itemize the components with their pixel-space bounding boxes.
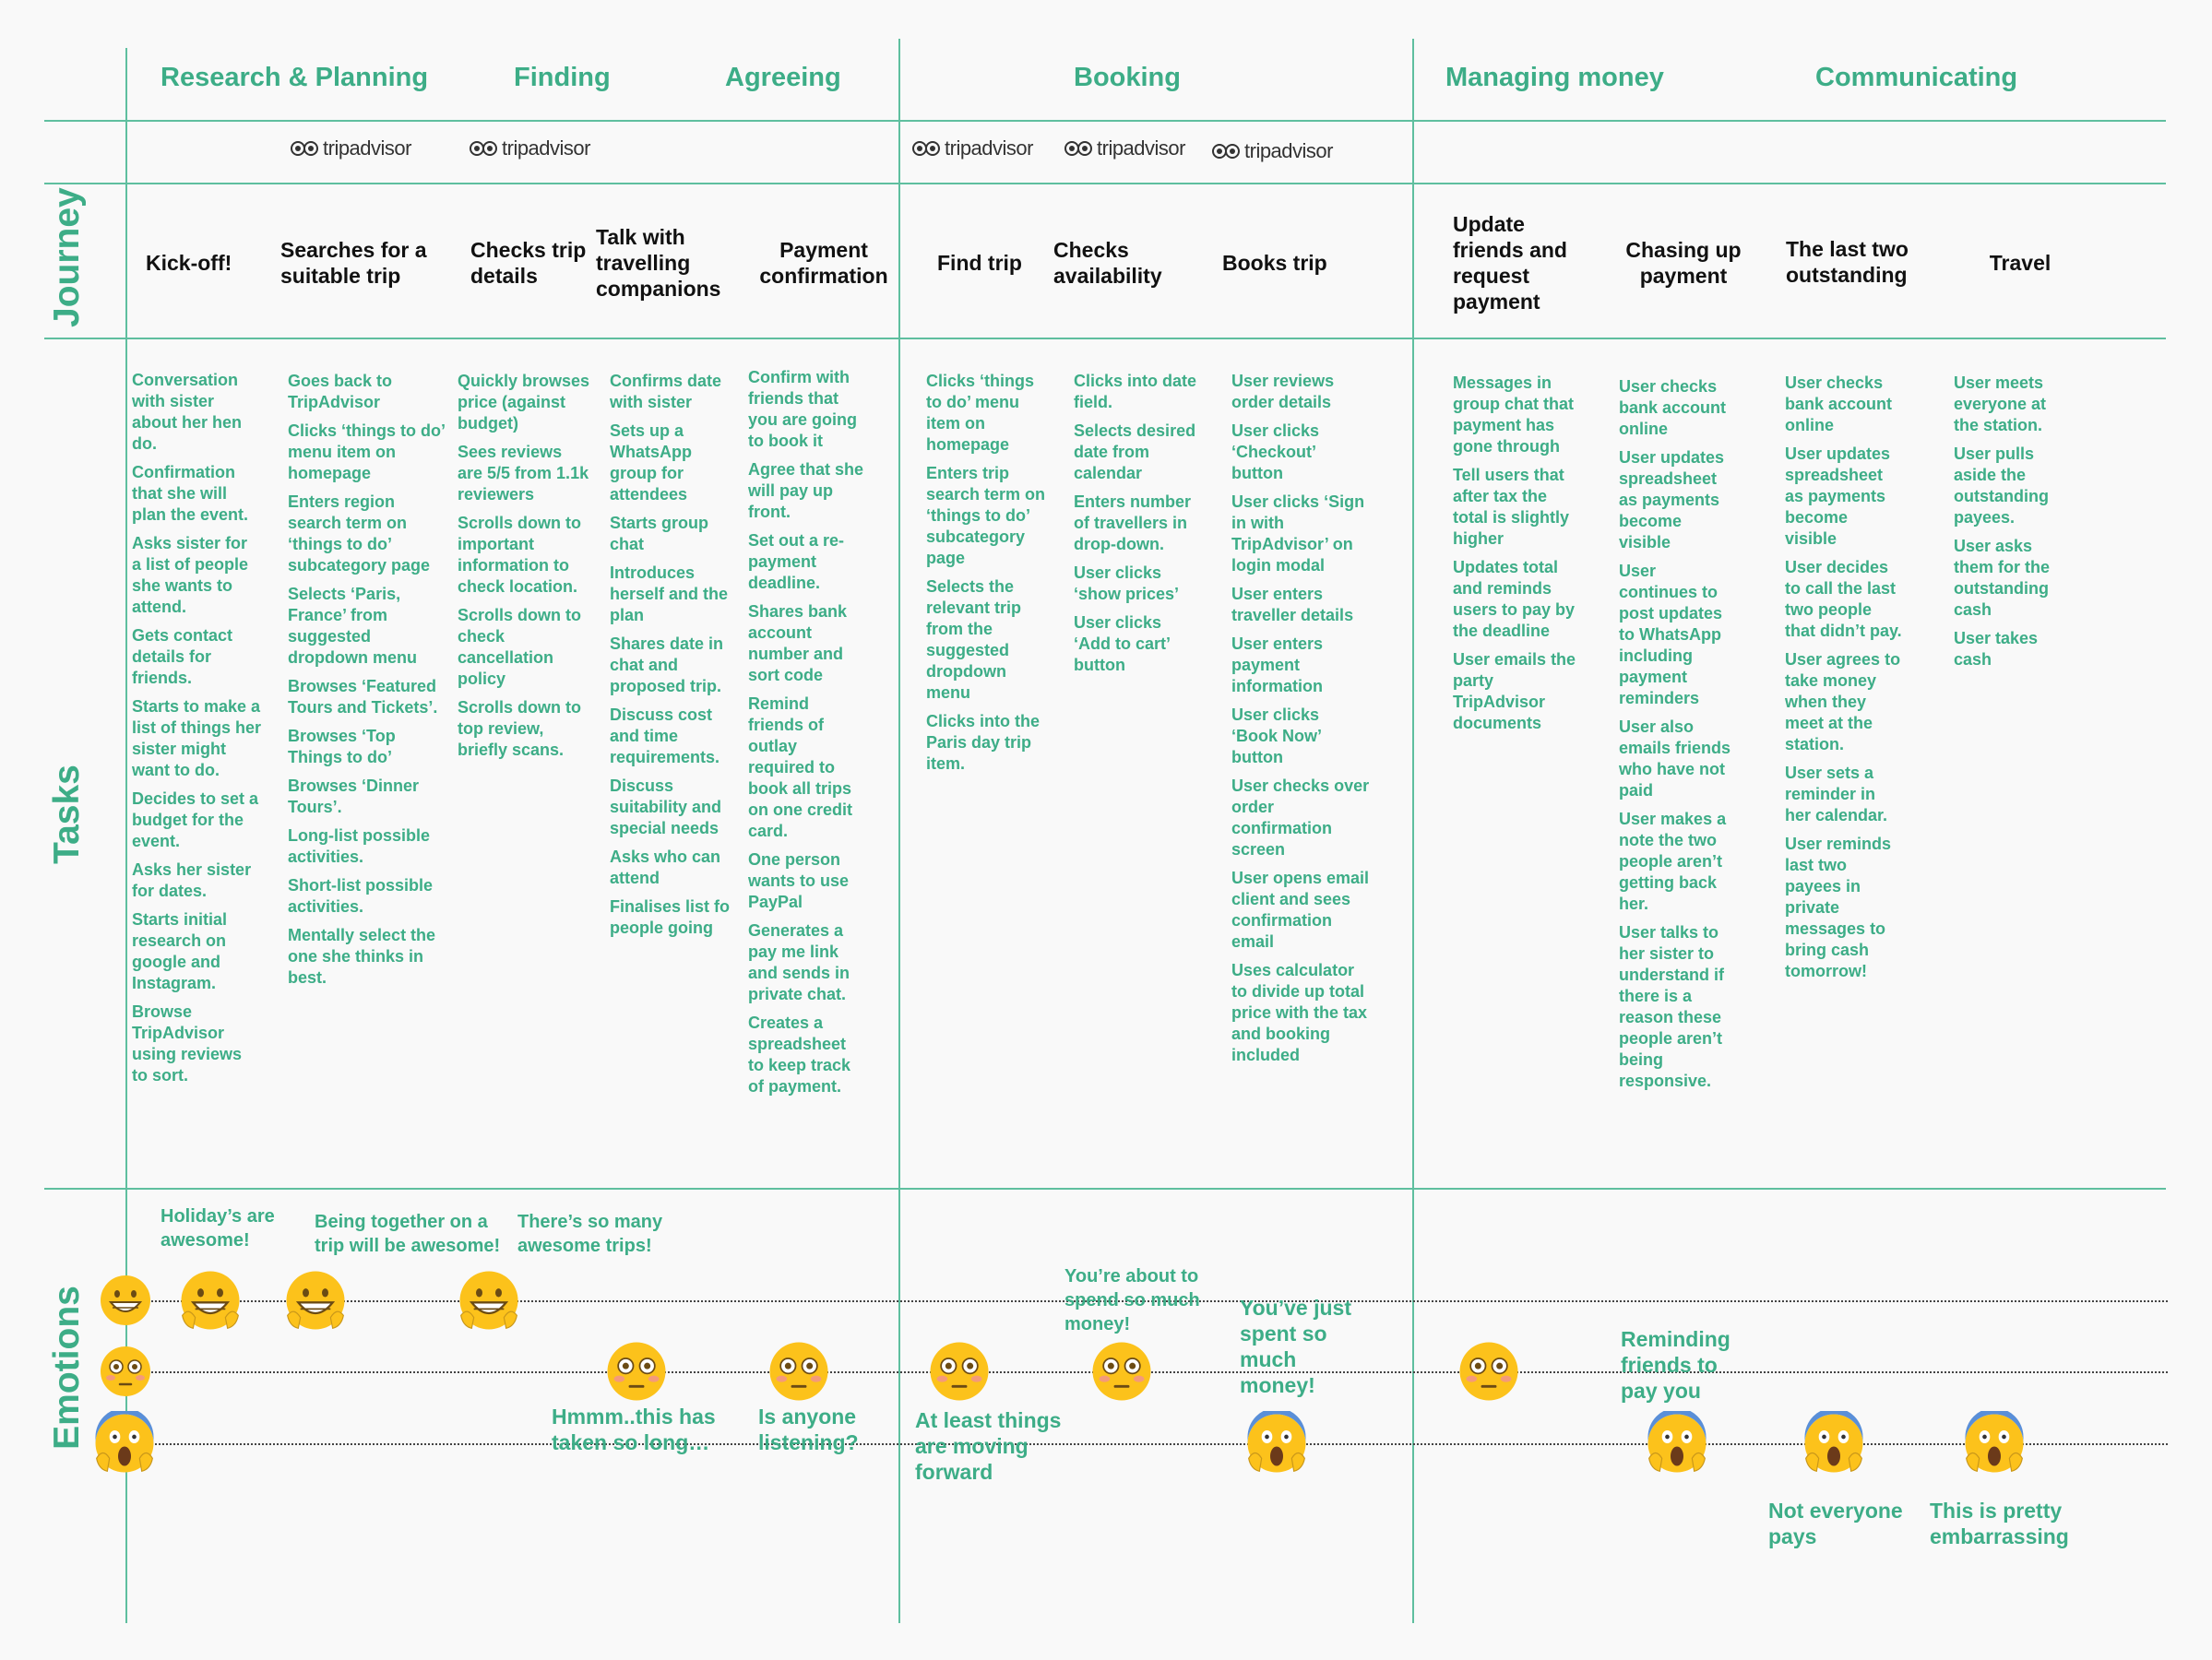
task-item: User asks them for the outstanding cash <box>1954 537 2051 619</box>
task-column-checks-availability <box>1074 371 1203 683</box>
flushed-face-icon <box>1089 1339 1154 1404</box>
phase-agreeing: Agreeing <box>725 63 841 92</box>
emotion-quote: Hmmm..this has taken so long… <box>552 1405 716 1454</box>
task-item: User agrees to take money when they meet at the station. <box>1785 650 1901 753</box>
phase-research-planning: Research & Planning <box>161 63 429 92</box>
horizontal-divider-journey <box>44 338 2166 339</box>
task-item: User emails the party TripAdvisor documents <box>1453 650 1576 732</box>
task-item: Selects the relevant trip from the suggested dropdown menu <box>926 577 1022 702</box>
task-item: Introduces herself and the plan <box>610 563 729 624</box>
journey-step: Talk with travelling companions <box>596 225 721 301</box>
task-item: Updates total and reminds users to pay by the deadline <box>1453 558 1576 640</box>
task-item: User checks over order confirmation screen <box>1231 777 1370 859</box>
task-column-find-trip <box>926 371 1050 782</box>
task-item: Browses ‘Dinner Tours’. <box>288 777 420 816</box>
task-item: Starts initial research on google and Instagram. <box>132 910 228 992</box>
task-item: One person wants to use PayPal <box>748 850 850 911</box>
task-column-chasing-payment <box>1619 376 1737 1099</box>
tripadvisor-logo <box>469 135 590 162</box>
task-item: Shares date in chat and proposed trip. <box>610 634 724 695</box>
task-item: Clicks ‘things to do’ menu item on homepage <box>926 372 1035 454</box>
phase-managing-money: Managing money <box>1445 63 1664 92</box>
journey-step: Kick-off! <box>146 251 232 275</box>
task-item: Gets contact details for friends. <box>132 626 233 687</box>
task-item: User decides to call the last two people that didn’t pay. <box>1785 558 1902 640</box>
task-item: Clicks ‘things to do’ menu item on homepage <box>288 421 446 482</box>
task-item: Short-list possible activities. <box>288 876 434 916</box>
task-item: Scrolls down to top review, briefly scans. <box>458 698 582 759</box>
task-item: Asks her sister for dates. <box>132 860 252 900</box>
task-item: User also emails friends who have not paid <box>1619 717 1731 800</box>
task-item: User continues to post updates to WhatsApp including payment reminders <box>1619 562 1723 707</box>
owl-eyes-icon <box>1211 143 1241 160</box>
flushed-face-icon <box>927 1339 992 1404</box>
flushed-face-icon <box>98 1344 153 1399</box>
task-item: Remind friends of outlay required to book all trips on one credit card. <box>748 694 853 840</box>
task-item: User checks bank account online <box>1619 377 1727 438</box>
journey-step: Travel <box>1989 251 2051 275</box>
task-column-update-friends <box>1453 373 1576 741</box>
horizontal-divider-tasks <box>44 1188 2166 1190</box>
row-label-journey: Journey <box>47 187 87 327</box>
task-item: Enters region search term on ‘things to do’ subcategory page <box>288 492 431 575</box>
journey-step: Books trip <box>1222 251 1327 275</box>
screaming-face-icon <box>1802 1411 1866 1476</box>
emotion-quote: There’s so many awesome trips! <box>517 1212 663 1256</box>
emotion-quote: You’re about to spend so much money! <box>1064 1266 1200 1334</box>
task-item: Clicks into date field. <box>1074 372 1197 411</box>
journey-step: Checks availability <box>1053 238 1162 288</box>
task-item: User checks bank account online <box>1785 374 1893 434</box>
task-column-checks-details <box>458 371 590 768</box>
task-column-travel <box>1954 373 2068 678</box>
emotion-quote: Reminding friends to pay you <box>1621 1327 1730 1403</box>
task-column-last-two <box>1785 373 1903 990</box>
task-item: Finalises list fo people going <box>610 897 731 937</box>
task-item: Enters trip search term on ‘things to do’ subcategory page <box>926 464 1046 567</box>
phase-communicating: Communicating <box>1815 63 2018 92</box>
task-item: Discuss suitability and special needs <box>610 777 722 837</box>
task-item: Confirms date with sister <box>610 372 722 411</box>
task-item: User opens email client and sees confirmation email <box>1231 869 1370 951</box>
logo-text: tripadvisor <box>502 136 590 160</box>
journey-step: Checks trip details <box>470 238 587 288</box>
task-item: Scrolls down to important information to check location. <box>458 514 582 596</box>
task-item: Confirm with friends that you are going to book it <box>748 368 858 450</box>
task-item: User clicks ‘Sign in with TripAdvisor’ on login modal <box>1231 492 1365 575</box>
task-item: User meets everyone at the station. <box>1954 374 2047 434</box>
task-item: Selects desired date from calendar <box>1074 421 1196 482</box>
task-column-searches <box>288 371 448 996</box>
emotion-quote: You’ve just spent so much money! <box>1240 1296 1351 1397</box>
task-item: User reviews order details <box>1231 372 1335 411</box>
row-label-emotions: Emotions <box>47 1286 87 1450</box>
task-item: User enters traveller details <box>1231 585 1354 624</box>
task-item: Creates a spreadsheet to keep track of payment. <box>748 1014 851 1096</box>
tripadvisor-logo <box>911 135 1033 162</box>
task-item: Asks sister for a list of people she wants to attend. <box>132 534 249 616</box>
task-item: Sees reviews are 5/5 from 1.1k reviewers <box>458 443 589 504</box>
task-column-books-trip <box>1231 371 1370 1073</box>
emotion-quote: Not everyone pays <box>1768 1499 1903 1548</box>
owl-eyes-icon <box>911 140 941 157</box>
task-item: Shares bank account number and sort code <box>748 602 848 684</box>
journey-step: Payment confirmation <box>759 238 888 288</box>
task-item: Quickly browses price (against budget) <box>458 372 590 433</box>
task-item: Browses ‘Featured Tours and Tickets’. <box>288 677 438 717</box>
screaming-face-icon <box>1244 1411 1309 1476</box>
emotion-quote: Being together on a trip will be awesome! <box>315 1212 501 1256</box>
journey-step: Update friends and request payment <box>1453 212 1567 314</box>
journey-step: Searches for a suitable trip <box>280 238 427 288</box>
flushed-face-icon <box>604 1339 669 1404</box>
flushed-face-icon <box>1457 1339 1521 1404</box>
logo-text: tripadvisor <box>1097 136 1185 160</box>
task-item: Clicks into the Paris day trip item. <box>926 712 1041 773</box>
grinning-face-icon <box>98 1273 153 1328</box>
task-item: Conversation with sister about her hen do. <box>132 371 243 453</box>
task-item: Scrolls down to check cancellation policy <box>458 606 582 688</box>
task-item: Starts to make a list of things her sister might want to do. <box>132 697 262 779</box>
horizontal-divider-logos <box>44 183 2166 184</box>
task-item: User clicks ‘Book Now’ button <box>1231 706 1322 766</box>
tripadvisor-logo <box>1211 137 1333 165</box>
task-item: Browses ‘Top Things to do’ <box>288 727 396 766</box>
task-item: User talks to her sister to understand if there is a reason these people aren’t being responsive. <box>1619 923 1725 1090</box>
journey-step: The last two outstanding <box>1786 237 1909 287</box>
screaming-face-icon <box>92 1411 157 1476</box>
task-item: Starts group chat <box>610 514 709 553</box>
task-item: Selects ‘Paris, France’ from suggested dropdown menu <box>288 585 417 667</box>
task-item: Long-list possible activities. <box>288 826 431 866</box>
screaming-face-icon <box>1645 1411 1709 1476</box>
phase-finding: Finding <box>514 63 611 92</box>
emotion-quote: Holiday’s are awesome! <box>161 1206 275 1251</box>
task-item: User pulls aside the outstanding payees. <box>1954 445 2049 527</box>
grinning-face-icon <box>457 1268 521 1333</box>
vertical-divider-finding-booking <box>898 39 900 1623</box>
task-item: User clicks ‘Checkout’ button <box>1231 421 1320 482</box>
vertical-divider-booking-money <box>1412 39 1414 1623</box>
task-item: User clicks ‘show prices’ <box>1074 563 1180 603</box>
task-item: Decides to set a budget for the event. <box>132 789 259 850</box>
owl-eyes-icon <box>469 140 498 157</box>
grinning-face-icon <box>283 1268 348 1333</box>
phase-booking: Booking <box>1074 63 1181 92</box>
logo-text: tripadvisor <box>323 136 411 160</box>
task-item: Browse TripAdvisor using reviews to sort. <box>132 1002 243 1085</box>
task-item: User updates spreadsheet as payments become visible <box>1785 445 1891 548</box>
task-item: Agree that she will pay up front. <box>748 460 864 521</box>
task-item: Mentally select the one she thinks in best. <box>288 926 436 987</box>
task-item: User enters payment information <box>1231 634 1324 695</box>
task-item: Sets up a WhatsApp group for attendees <box>610 421 692 504</box>
grinning-face-icon <box>178 1268 243 1333</box>
logo-text: tripadvisor <box>1244 139 1333 162</box>
task-column-payment-confirmation <box>748 367 866 1105</box>
task-item: User takes cash <box>1954 629 2039 669</box>
screaming-face-icon <box>1962 1411 2027 1476</box>
task-item: User reminds last two payees in private messages to bring cash tomorrow! <box>1785 835 1892 980</box>
task-item: Messages in group chat that payment has gone through <box>1453 374 1574 456</box>
logo-text: tripadvisor <box>945 136 1033 160</box>
task-item: Asks who can attend <box>610 848 721 887</box>
owl-eyes-icon <box>1064 140 1093 157</box>
tripadvisor-logo <box>290 135 411 162</box>
task-item: Goes back to TripAdvisor <box>288 372 393 411</box>
owl-eyes-icon <box>290 140 319 157</box>
task-item: Enters number of travellers in drop-down. <box>1074 492 1192 553</box>
task-item: Tell users that after tax the total is slightly higher <box>1453 466 1570 548</box>
task-item: Generates a pay me link and sends in private chat. <box>748 921 850 1003</box>
task-item: User clicks ‘Add to cart’ button <box>1074 613 1171 674</box>
journey-step: Find trip <box>937 251 1022 275</box>
row-label-tasks: Tasks <box>47 765 87 864</box>
journey-step: Chasing up payment <box>1625 238 1742 288</box>
task-item: Uses calculator to divide up total price with the tax and booking included <box>1231 961 1368 1064</box>
tripadvisor-logo <box>1064 135 1185 162</box>
task-item: Confirmation that she will plan the event. <box>132 463 249 524</box>
task-item: Set out a re-payment deadline. <box>748 531 845 592</box>
task-column-kickoff <box>132 370 261 1094</box>
task-item: User makes a note the two people aren’t getting back her. <box>1619 810 1727 913</box>
task-item: Discuss cost and time requirements. <box>610 706 720 766</box>
emotion-quote: At least things are moving forward <box>915 1408 1062 1484</box>
horizontal-divider-phases <box>44 120 2166 122</box>
flushed-face-icon <box>767 1339 831 1404</box>
emotion-quote: This is pretty embarrassing <box>1930 1499 2069 1548</box>
task-item: User sets a reminder in her calendar. <box>1785 764 1888 824</box>
emotion-quote: Is anyone listening? <box>758 1405 859 1454</box>
task-column-talk <box>610 371 733 946</box>
task-item: User updates spreadsheet as payments become visible <box>1619 448 1725 551</box>
